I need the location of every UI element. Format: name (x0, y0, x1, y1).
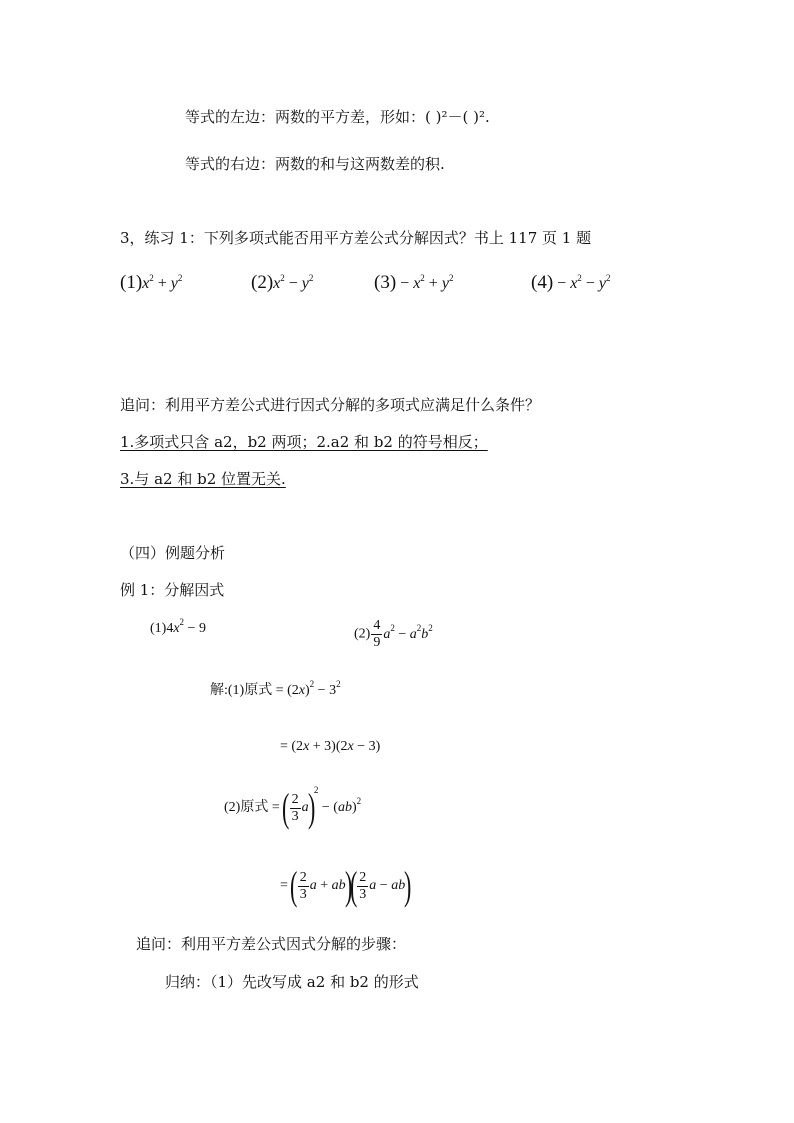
solution-1-label: 解:(1)原式 (210, 683, 273, 698)
text-line-left-side: 等式的左边：两数的平方差，形如：( )²－( )². (185, 108, 490, 126)
fraction-numerator: 2 (299, 869, 307, 885)
fraction-denominator: 3 (291, 808, 299, 824)
example-problem-1-index: (1) (150, 621, 167, 636)
text-line-right-side: 等式的右边：两数的和与这两数差的积. (185, 155, 445, 173)
solution-1-step-2: = (2x + 3)(2x − 3) (280, 739, 381, 754)
exercise-item-4-index: (4) (531, 272, 554, 293)
solution-2-label: (2)原式 (224, 800, 269, 815)
summary-line: 归纳：（1）先改写成 a2 和 b2 的形式 (165, 973, 419, 991)
fraction-denominator: 3 (299, 886, 307, 902)
example-problem-2-index: (2) (354, 626, 371, 642)
answer-line-2: 3.与 a2 和 b2 位置无关. (120, 470, 286, 488)
fraction-4-9 (371, 618, 382, 651)
exercise-item-1-index: (1) (120, 272, 143, 293)
exercise-item-3: $(3) - x^2 + y^2$ (374, 272, 454, 293)
fraction-numerator: 4 (373, 618, 381, 633)
section-heading: （四）例题分析 (120, 544, 226, 562)
followup-question-conditions: 追问：利用平方差公式进行因式分解的多项式应满足什么条件？ (120, 396, 541, 414)
example-problem-1: $(1)4x^2 - 9$ (150, 617, 206, 636)
solution-2-step-2: = ( $\frac{2}{3}$ a + ab)( $\frac{2}{3}$ a − ab) (280, 863, 412, 908)
followup-question-steps: 追问：利用平方差公式因式分解的步骤： (136, 935, 407, 953)
fraction-2-3 (298, 870, 309, 903)
fraction-numerator: 2 (291, 791, 299, 807)
fraction-denominator: 9 (373, 635, 381, 650)
solution-1-step-1: 解:(1)原式 = $(2x)^2 - 3^2$ (210, 679, 341, 698)
solution-2-step-1: (2)原式 = ( $\frac{2}{3}$ a)$^2$ − (ab)$^2$ (224, 785, 362, 830)
exercise-item-1: $(1)x^2 + y^2$ (120, 272, 183, 293)
exercise-heading: 3，练习 1：下列多项式能否用平方差公式分解因式？书上 117 页 1 题 (120, 229, 592, 247)
fraction-numerator: 2 (359, 869, 367, 885)
example-problem-2: (2) $\frac{4}{9}$ $a^2 - a^2b^2$ (354, 618, 433, 650)
answer-line-1: 1.多项式只含 a2，b2 两项；2.a2 和 b2 的符号相反； (120, 433, 488, 451)
exercise-item-2: $(2)x^2 - y^2$ (251, 272, 314, 293)
fraction-denominator: 3 (359, 886, 367, 902)
example-heading: 例 1：分解因式 (120, 581, 225, 599)
fraction-2-3 (290, 792, 301, 825)
fraction-2-3 (357, 870, 368, 903)
exercise-item-2-index: (2) (251, 272, 274, 293)
exercise-item-4: $(4) - x^2 - y^2$ (531, 272, 611, 293)
exercise-item-3-index: (3) (374, 272, 397, 293)
